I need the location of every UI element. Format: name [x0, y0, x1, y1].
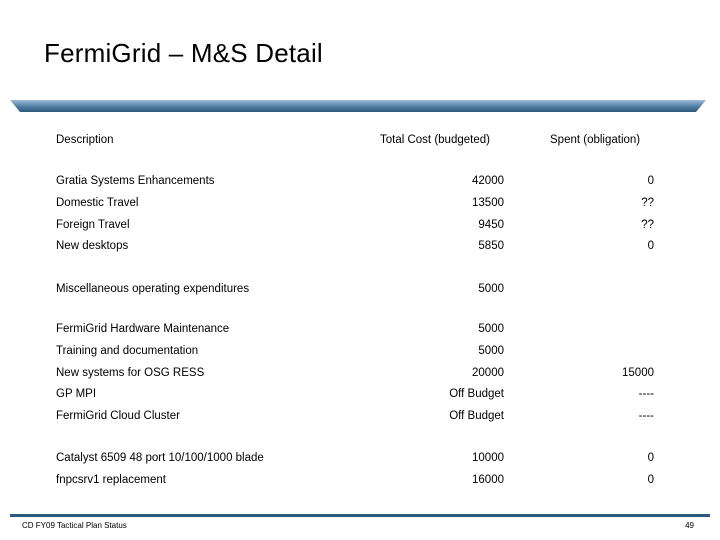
table-row — [0, 219, 720, 235]
row-total-cost: 5000 — [478, 345, 504, 357]
row-spent: 0 — [647, 452, 654, 464]
row-spent: 15000 — [622, 367, 654, 379]
row-spent: 0 — [647, 175, 654, 187]
footer-caption: CD FY09 Tactical Plan Status — [22, 521, 127, 530]
table-row — [0, 197, 720, 213]
column-header-spent: Spent (obligation) — [550, 134, 641, 146]
table-row — [0, 283, 720, 299]
row-description: Miscellaneous operating expenditures — [56, 283, 250, 295]
row-description: Catalyst 6509 48 port 10/100/1000 blade — [56, 452, 264, 464]
row-spent: 0 — [647, 474, 654, 486]
table-row — [0, 240, 720, 256]
table-row — [0, 175, 720, 191]
table-row — [0, 367, 720, 383]
row-description: fnpcsrv1 replacement — [56, 474, 166, 486]
table-row — [0, 474, 720, 490]
row-description: Training and documentation — [56, 345, 199, 357]
row-total-cost: 5850 — [478, 240, 504, 252]
table-row — [0, 388, 720, 404]
row-total-cost: 16000 — [472, 474, 504, 486]
row-description: FermiGrid Hardware Maintenance — [56, 323, 230, 335]
row-total-cost: 5000 — [478, 283, 504, 295]
title-divider-bar — [10, 100, 706, 112]
row-description: Domestic Travel — [56, 197, 139, 209]
row-total-cost: 10000 — [472, 452, 504, 464]
row-total-cost: 42000 — [472, 175, 504, 187]
row-description: New desktops — [56, 240, 129, 252]
row-description: FermiGrid Cloud Cluster — [56, 410, 180, 422]
slide-title: FermiGrid – M&S Detail — [44, 38, 323, 68]
row-total-cost: 9450 — [478, 219, 504, 231]
table-row — [0, 323, 720, 339]
row-total-cost: Off Budget — [449, 410, 504, 422]
row-total-cost: Off Budget — [449, 388, 504, 400]
row-total-cost: 13500 — [472, 197, 504, 209]
row-description: Foreign Travel — [56, 219, 130, 231]
row-description: GP MPI — [56, 388, 97, 400]
column-header-total-cost: Total Cost (budgeted) — [380, 134, 490, 146]
table-row — [0, 345, 720, 361]
row-description: New systems for OSG RESS — [56, 367, 205, 379]
row-spent: ?? — [641, 219, 654, 231]
page-number: 49 — [685, 521, 694, 530]
row-spent: ---- — [638, 410, 654, 422]
table-row — [0, 452, 720, 468]
column-header-description: Description — [56, 134, 114, 146]
row-spent: ?? — [641, 197, 654, 209]
table-row — [0, 410, 720, 426]
row-total-cost: 5000 — [478, 323, 504, 335]
row-spent: 0 — [647, 240, 654, 252]
footer-divider-bar — [10, 514, 710, 517]
row-total-cost: 20000 — [472, 367, 504, 379]
row-description: Gratia Systems Enhancements — [56, 175, 215, 187]
row-spent: ---- — [638, 388, 654, 400]
